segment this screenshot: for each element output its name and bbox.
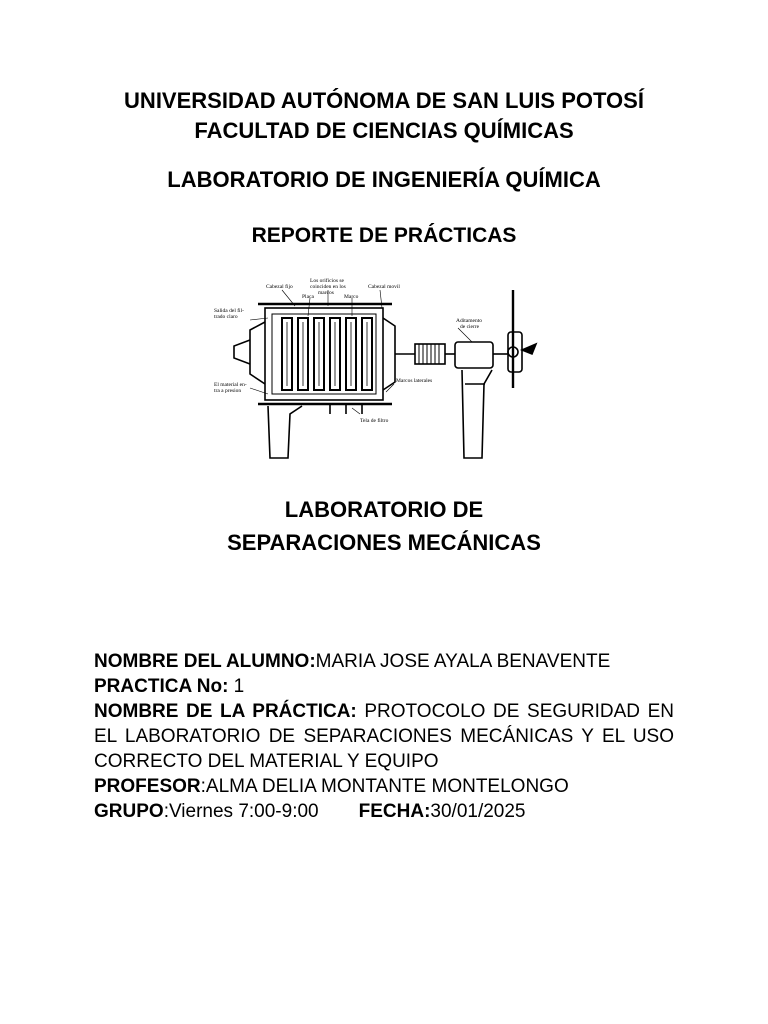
label-entrada: El material en-tra a presion	[214, 382, 247, 394]
professor-label: PROFESOR	[94, 776, 201, 797]
group-date-row	[94, 799, 674, 824]
label-cabezal-fijo: Cabezal fijo	[266, 284, 293, 290]
closing-mechanism	[455, 342, 493, 368]
practice-number: 1	[228, 676, 245, 697]
report-title: REPORTE DE PRÁCTICAS	[251, 224, 517, 247]
faculty-title: FACULTAD DE CIENCIAS QUÍMICAS	[194, 118, 574, 143]
laboratory-title: LABORATORIO DE INGENIERÍA QUÍMICA	[167, 167, 601, 192]
subject-title-line2: SEPARACIONES MECÁNICAS	[227, 530, 541, 555]
practice-number-label: PRACTICA No:	[94, 676, 229, 697]
student-row	[94, 649, 674, 674]
label-salida: Salida del fil-trado claro	[214, 308, 244, 320]
date-value: 30/01/2025	[430, 801, 526, 822]
practice-name-row	[94, 699, 674, 774]
moving-head	[383, 318, 395, 390]
label-aditamento: Aditamento de cierre	[456, 318, 482, 330]
practice-name-label: NOMBRE DE LA PRÁCTICA:	[94, 701, 357, 722]
date-label: FECHA:	[358, 801, 431, 822]
practice-number-row	[94, 674, 674, 699]
left-leg	[268, 406, 302, 458]
professor-row	[94, 774, 674, 799]
university-title: UNIVERSIDAD AUTÓNOMA DE SAN LUIS POTOSÍ	[124, 88, 644, 113]
practice-name: PROTOCOLO DE SEGURIDAD EN EL LABORATORIO DE SEPARACIONES MECÁNICAS Y EL USO CORRECTO DEL MATERIAL Y EQUIPO	[94, 701, 674, 772]
label-tela: Tela de filtro	[360, 418, 389, 424]
student-name: MARIA JOSE AYALA BENAVENTE	[315, 651, 611, 672]
student-label: NOMBRE DEL ALUMNO:	[94, 651, 316, 672]
label-orificios: Los orificios se coinciden en los marcos	[310, 278, 346, 296]
subject-title-line1: LABORATORIO DE	[284, 497, 484, 522]
filter-plates	[282, 318, 372, 390]
label-cabezal-movil: Cabezal movil	[368, 284, 400, 290]
label-marcos-laterales: Marcos laterales	[396, 378, 433, 384]
label-placa: Placa	[302, 294, 314, 300]
group-label: GRUPO	[94, 801, 164, 822]
label-marco: Marco	[344, 294, 359, 300]
professor-name: :ALMA DELIA MONTANTE MONTELONGO	[200, 776, 569, 797]
group-value: :Viernes 7:00-9:00	[163, 801, 319, 822]
filter-press-diagram	[210, 274, 550, 468]
fixed-head	[250, 322, 265, 384]
